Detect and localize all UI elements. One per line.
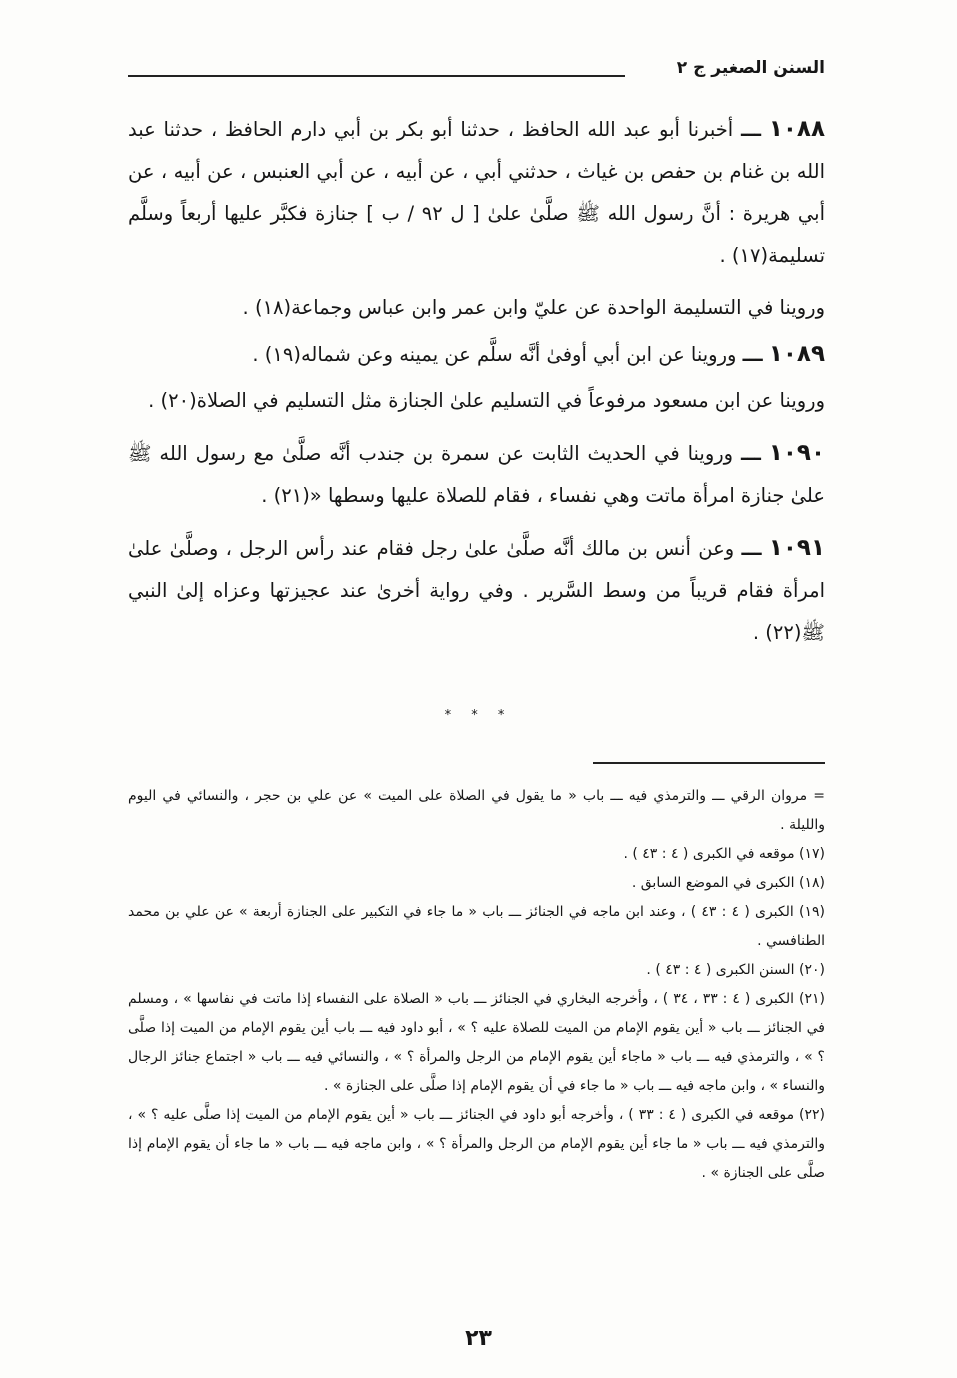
page-number: ٢٣ <box>465 1326 492 1351</box>
footnote-21: (٢١) الكبرى ( ٤ : ٣٣ ، ٣٤ ) ، وأخرجه البخاري في الجنائز ـــ باب « الصلاة على النفساء إذا ماتت في نفاسها » ، ومسلم في الجنائز ـــ باب « أين يقوم الإمام من الميت للصلاة عليه ؟ » ، أبو داود فيه ـــ باب أين يقوم الإمام من الميت إذا صلَّى ؟ » ، والترمذي فيه ـــ باب « ماجاء أين يقوم الإمام من الرجل والمرأة ؟ » ، والنسائي فيه ـــ باب « اجتماع جنائز الرجال والنساء » ، وابن ماجه فيه ـــ باب « ما جاء في أن يقوم الإمام إذا صلَّى على الجنازة » . <box>128 991 825 1094</box>
hadith-dash: ـــ <box>741 118 762 141</box>
narration-text: وروينا عن ابن مسعود مرفوعاً في التسليم علىٰ الجنازة مثل التسليم في الصلاة(٢٠) . <box>148 389 825 412</box>
hadith-dash: ـــ <box>742 343 763 366</box>
hadith-text: وعن أنس بن مالك أنَّه صلَّىٰ علىٰ رجل فقام عند رأس الرجل ، وصلَّىٰ علىٰ امرأة فقام قريباً من وسط السَّرير . وفي رواية أخرىٰ عند عجيزتها وعزاه إلىٰ النبي ﷺ(٢٢) . <box>128 537 825 644</box>
hadith-number: ١٠٩١ <box>768 535 825 561</box>
narration-paragraph <box>128 287 825 329</box>
footnote-rule <box>593 762 825 764</box>
footnote-20: (٢٠) السنن الكبرى ( ٤ : ٤٣ ) . <box>646 962 825 978</box>
hadith-1089 <box>128 333 825 376</box>
hadith-number: ١٠٨٩ <box>768 341 825 367</box>
running-header-title: السنن الصغير ج ٢ <box>676 58 825 78</box>
header-rule <box>128 75 625 77</box>
footnote-22: (٢٢) موقعه في الكبرى ( ٤ : ٣٣ ) ، وأخرجه أبو داود في الجنائز ـــ باب « أين يقوم الإمام من الميت إذا صلَّى عليه ؟ » ، والترمذي فيه ـــ باب « ما جاء أين يقوم الإمام من الرجل والمرأة ؟ » ، وابن ماجه فيه ـــ باب « ما جاء أن يقوم الإمام إذا صلَّى على الجنازة » . <box>128 1107 825 1181</box>
section-separator: * * * <box>444 708 513 723</box>
footnote-19: (١٩) الكبرى ( ٤ : ٤٣ ) ، وعند ابن ماجه في الجنائز ـــ باب « ما جاء في التكبير على الجنازة أربعة » عن علي بن محمد الطنافسي . <box>128 904 825 949</box>
footnotes <box>128 782 825 1188</box>
footnote-18: (١٨) الكبرى في الموضع السابق . <box>631 875 825 891</box>
running-header <box>128 58 825 88</box>
hadith-number: ١٠٩٠ <box>768 440 826 466</box>
hadith-1090 <box>128 432 825 517</box>
main-text <box>128 108 825 658</box>
narration-text: وروينا في التسليمة الواحدة عن عليّ وابن عمر وابن عباس وجماعة(١٨) . <box>242 296 825 319</box>
hadith-text: وروينا في الحديث الثابت عن سمرة بن جندب أنَّه صلَّىٰ مع رسول الله ﷺ علىٰ جنازة امرأة ماتت وهي نفساء ، فقام للصلاة عليها وسطها «(٢١) . <box>128 442 825 507</box>
hadith-dash: ـــ <box>741 537 762 560</box>
footnote-continuation: = مروان الرقي ـــ والترمذي فيه ـــ باب « ما يقول في الصلاة على الميت » عن علي بن حجر ، والنسائي في اليوم والليلة . <box>128 788 825 833</box>
hadith-1088 <box>128 108 825 277</box>
narration-paragraph <box>128 380 825 422</box>
footnote-17: (١٧) موقعه في الكبرى ( ٤ : ٤٣ ) . <box>623 846 825 862</box>
hadith-text: أخبرنا أبو عبد الله الحافظ ، حدثنا أبو بكر بن أبي دارم الحافظ ، حدثنا عبد الله بن غنام بن حفص بن غياث ، حدثني أبي ، عن أبيه ، عن أبي العنبس ، عن أبيه ، عن أبي هريرة : أنَّ رسول الله ﷺ صلَّىٰ علىٰ [ ل ٩٢ / ب ] جنازة فكبَّر عليها أربعاً وسلَّم تسليمة(١٧) . <box>128 118 825 267</box>
hadith-number: ١٠٨٨ <box>768 116 825 142</box>
hadith-text: وروينا عن ابن أبي أوفىٰ أنَّه سلَّم عن يمينه وعن شماله(١٩) . <box>252 343 737 366</box>
hadith-1091 <box>128 527 825 654</box>
hadith-dash: ـــ <box>740 442 761 465</box>
